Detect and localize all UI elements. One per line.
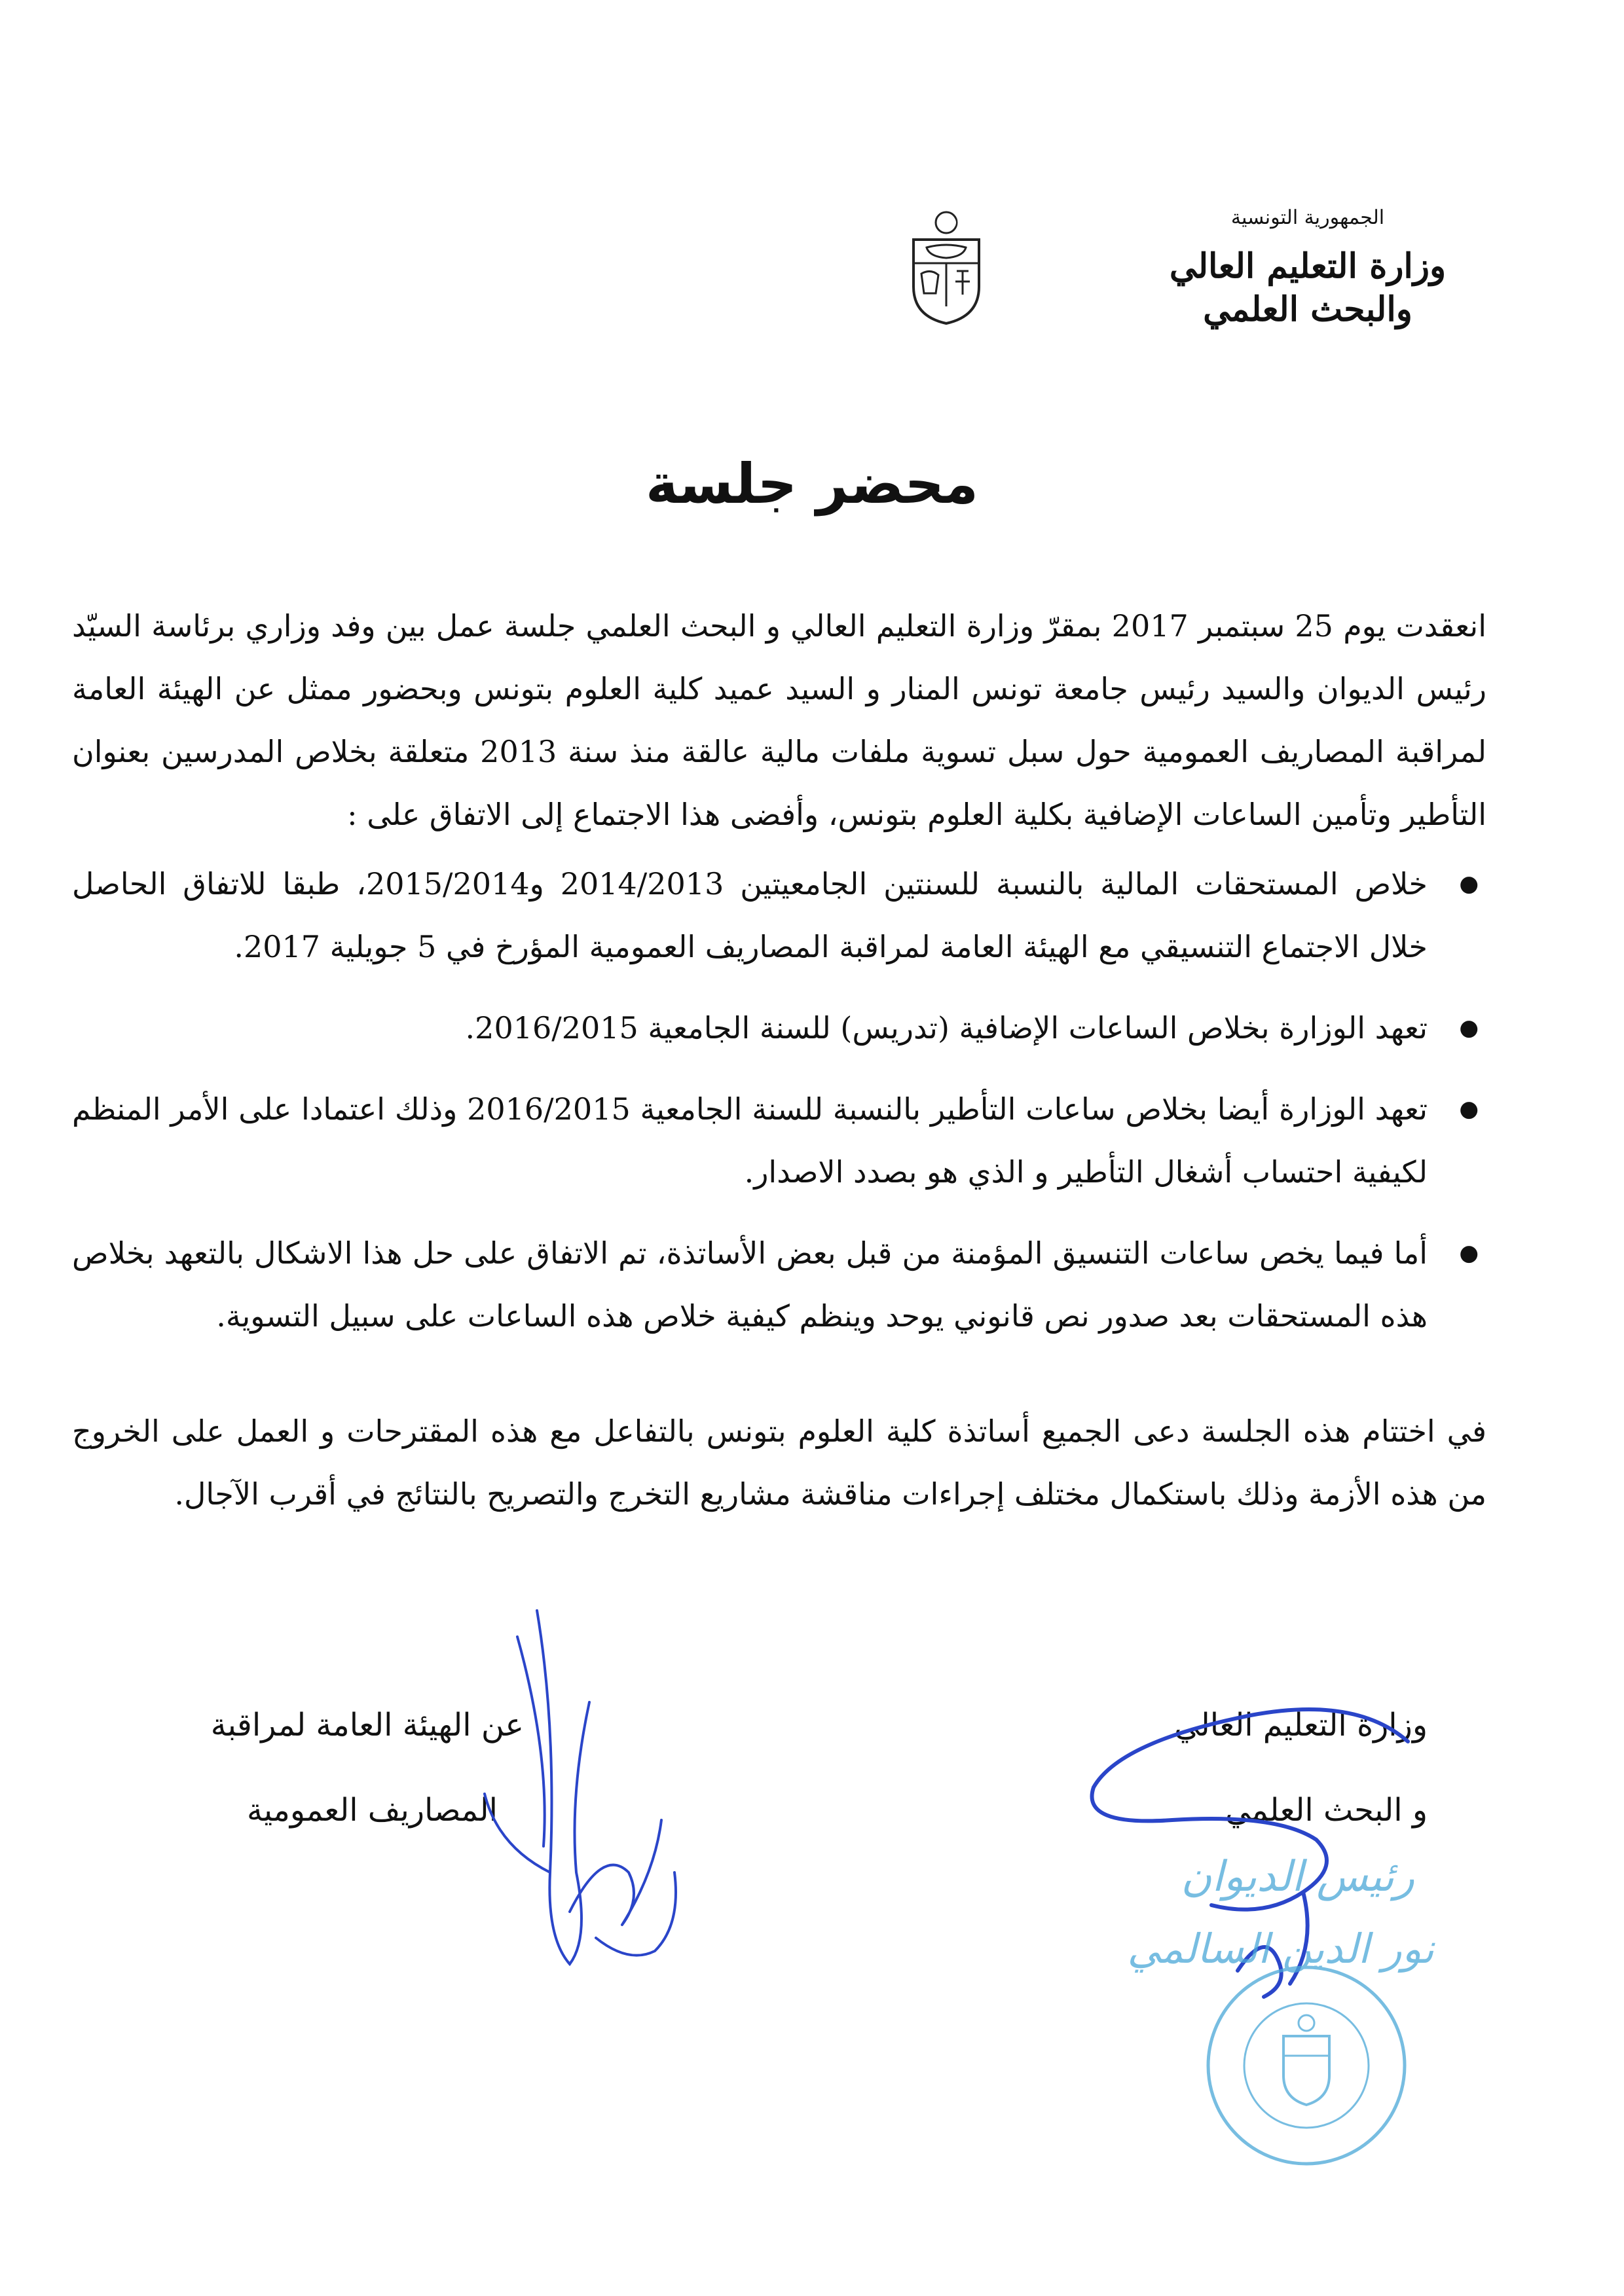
list-item: ● تعهد الوزارة بخلاص الساعات الإضافية (تدريس) للسنة الجامعية 2016/2015.	[72, 996, 1428, 1059]
letterhead-republic: الجمهورية التونسية	[1230, 206, 1385, 229]
letterhead	[1167, 206, 1449, 331]
stamp-name: نور الدين السالمي	[1127, 1925, 1434, 1973]
agreement-list	[72, 852, 1486, 1347]
stamp-title: رئيس الديوان	[1181, 1853, 1414, 1901]
letterhead-ministry-line2: والبحث العلمي	[1203, 289, 1412, 329]
page-title: محضر جلسة	[645, 452, 979, 516]
list-item: ● أما فيما يخص ساعات التنسيق المؤمنة من قبل بعض الأساتذة، تم الاتفاق على حل هذا الاشكال بالتعهد بخلاص هذه المستحقات بعد صدور نص قانوني يوحد وينظم كيفية خلاص هذه الساعات على سبيل التسوية.	[72, 1222, 1428, 1347]
authority-signatory-line2: المصاريف العمومية	[246, 1792, 498, 1829]
authority-signatory-line1: عن الهيئة العامة لمراقبة	[210, 1707, 524, 1743]
ministry-signatory-line2: و البحث العلمي	[1225, 1792, 1428, 1829]
list-item: ● خلاص المستحقات المالية بالنسبة للسنتين الجامعيتين 2014/2013 و2015/2014، طبقا للاتفاق الحاصل خلال الاجتماع التنسيقي مع الهيئة العامة لمراقبة المصاريف العمومية المؤرخ في 5 جويلية 2017.	[72, 852, 1428, 978]
stamp-seal-icon	[1198, 1958, 1414, 2174]
coat-of-arms-icon	[900, 208, 992, 326]
list-item: ● تعهد الوزارة أيضا بخلاص ساعات التأطير بالنسبة للسنة الجامعية 2016/2015 وذلك اعتمادا على الأمر المنظم لكيفية احتساب أشغال التأطير و الذي هو بصدد الاصدار.	[72, 1078, 1428, 1203]
official-stamp	[1067, 1853, 1434, 2193]
letterhead-ministry-line1: وزارة التعليم العالي	[1169, 246, 1447, 286]
authority-signature	[458, 1597, 707, 2003]
ministry-signatory-line1: وزارة التعليم العالي	[1174, 1707, 1428, 1743]
document-body	[72, 594, 1486, 1525]
intro-paragraph: انعقدت يوم 25 سبتمبر 2017 بمقرّ وزارة التعليم العالي و البحث العلمي جلسة عمل بين وفد وزاري برئاسة السيّد رئيس الديوان والسيد رئيس جامعة تونس المنار و السيد عميد كلية العلوم بتونس وبحضور ممثل عن الهيئة العامة لمراقبة المصاريف العمومية حول سبل تسوية ملفات مالية عالقة منذ سنة 2013 متعلقة بخلاص المدرسين بعنوان التأطير وتأمين الساعات الإضافية بكلية العلوم بتونس، وأفضى هذا الاجتماع إلى الاتفاق على :	[72, 608, 1486, 832]
closing-paragraph: في اختتام هذه الجلسة دعى الجميع أساتذة كلية العلوم بتونس بالتفاعل مع هذه المقترحات و العمل على الخروج من هذه الأزمة وذلك باستكمال مختلف إجراءات مناقشة مشاريع التخرج والتصريح بالنتائج في أقرب الآجال.	[72, 1413, 1486, 1512]
